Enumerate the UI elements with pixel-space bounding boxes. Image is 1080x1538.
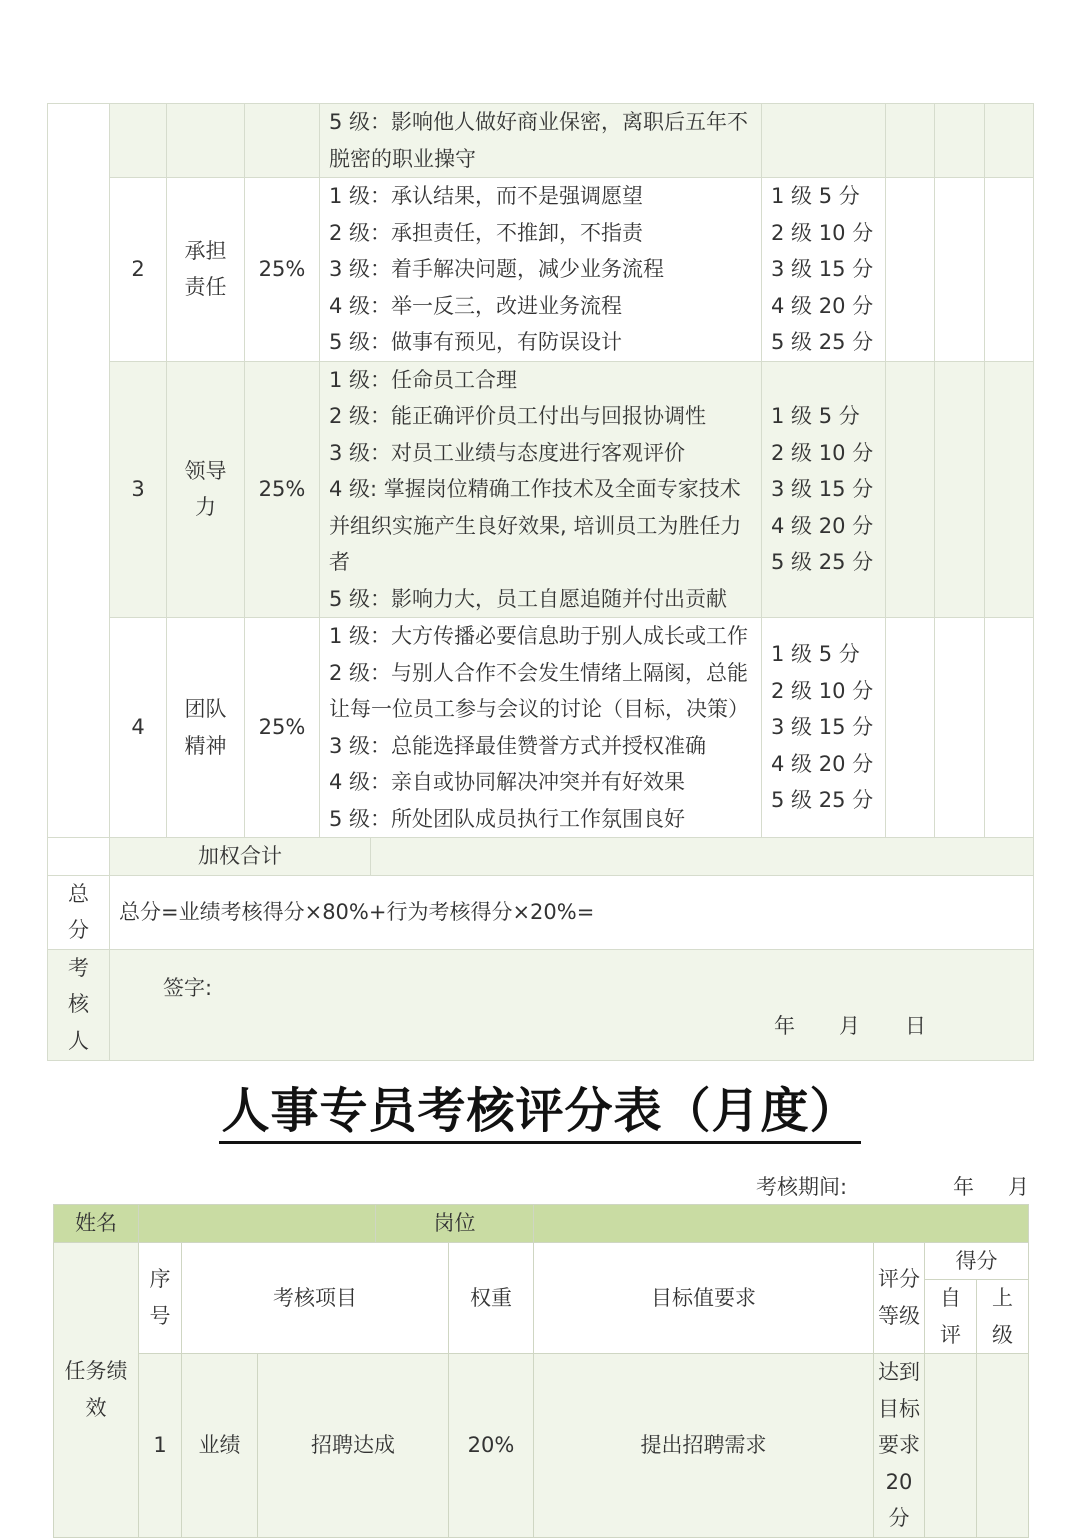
- superior-score-cell[interactable]: [935, 361, 985, 618]
- self-score-cell[interactable]: [886, 178, 935, 362]
- table-cell: [167, 104, 245, 178]
- item-category: 业绩: [182, 1354, 258, 1538]
- level-description: 1 级：任命员工合理 2 级：能正确评价员工付出与回报协调性 3 级：对员工业绩与态度进行客观评价 4 级: 掌握岗位精确工作技术及全面专家技术 并组织实施产生良好效果, 培训员工为胜任力 者 5 级：影响力大，员工自愿追随并付出贡献: [320, 361, 762, 618]
- assessor-label: 考 核 人: [48, 949, 110, 1060]
- result-score-cell[interactable]: [985, 104, 1034, 178]
- item-header: 考核项目: [182, 1242, 449, 1354]
- score-levels: 1 级 5 分 2 级 10 分 3 级 15 分 4 级 20 分 5 级 25 分: [762, 361, 886, 618]
- table-cell: [245, 104, 320, 178]
- score-levels: 1 级 5 分 2 级 10 分 3 级 15 分 4 级 20 分 5 级 25 分: [762, 178, 886, 362]
- section-label-cell: [48, 104, 110, 838]
- level-description: 5 级：影响他人做好商业保密，离职后五年不 脱密的职业操守: [320, 104, 762, 178]
- level-description: 1 级：大方传播必要信息助于别人成长或工作 2 级：与别人合作不会发生情绪上隔阂，总能 让每一位员工参与会议的讨论（目标，决策） 3 级：总能选择最佳赞誉方式并授权准确 4 级：亲自或协同解决冲突并有好效果 5 级：所处团队成员执行工作氛围良好: [320, 618, 762, 838]
- self-score-cell[interactable]: [886, 361, 935, 618]
- result-score-cell[interactable]: [985, 178, 1034, 362]
- weight-header: 权重: [449, 1242, 534, 1354]
- weight-value: 20%: [449, 1354, 534, 1538]
- self-eval-header: 自 评: [925, 1280, 977, 1354]
- table-cell: [762, 104, 886, 178]
- task-performance-label: 任务绩 效: [54, 1242, 139, 1537]
- position-label: 岗位: [376, 1205, 534, 1243]
- form-title: 人事专员考核评分表（月度）: [219, 1082, 860, 1144]
- name-value[interactable]: [139, 1205, 376, 1243]
- score-header: 得分: [925, 1242, 1029, 1280]
- position-value[interactable]: [534, 1205, 1029, 1243]
- table-cell: [110, 104, 167, 178]
- signature-label: 签字:: [163, 975, 213, 1000]
- self-score-cell[interactable]: [886, 618, 935, 838]
- assessment-item: 承担 责任: [167, 178, 245, 362]
- seq-header: 序 号: [139, 1242, 182, 1354]
- date-day: 日: [905, 1013, 926, 1038]
- self-score-cell[interactable]: [886, 104, 935, 178]
- superior-score-cell[interactable]: [935, 104, 985, 178]
- grade-header: 评分等级: [874, 1242, 925, 1354]
- weighted-total-label: 加权合计: [110, 838, 371, 876]
- row-number: 1: [139, 1354, 182, 1538]
- weight-value: 25%: [245, 178, 320, 362]
- form-title-wrap: [0, 1082, 1080, 1144]
- behavior-assessment-table: [47, 103, 1034, 1061]
- target-header: 目标值要求: [534, 1242, 874, 1354]
- self-score-cell[interactable]: [925, 1354, 977, 1538]
- weighted-total-value[interactable]: [371, 838, 1034, 876]
- grade-value: 达到目标要求 20 分: [874, 1354, 925, 1538]
- assessment-item: 领导 力: [167, 361, 245, 618]
- row-number: 4: [110, 618, 167, 838]
- period-label: 考核期间:: [756, 1175, 848, 1199]
- table-cell: [48, 838, 110, 876]
- superior-header: 上 级: [977, 1280, 1029, 1354]
- assessor-signature-area[interactable]: [110, 949, 1034, 1060]
- superior-score-cell[interactable]: [935, 178, 985, 362]
- superior-score-cell[interactable]: [977, 1354, 1029, 1538]
- level-description: 1 级：承认结果，而不是强调愿望 2 级：承担责任，不推卸，不指责 3 级：着手解决问题，减少业务流程 4 级：举一反三，改进业务流程 5 级：做事有预见，有防误设计: [320, 178, 762, 362]
- result-score-cell[interactable]: [985, 618, 1034, 838]
- weight-value: 25%: [245, 361, 320, 618]
- assessment-item: 团队 精神: [167, 618, 245, 838]
- score-levels: 1 级 5 分 2 级 10 分 3 级 15 分 4 级 20 分 5 级 25 分: [762, 618, 886, 838]
- result-score-cell[interactable]: [985, 361, 1034, 618]
- total-formula: 总分=业绩考核得分×80%+行为考核得分×20%=: [110, 875, 1034, 949]
- hr-specialist-score-table: [53, 1204, 1029, 1538]
- date-month: 月: [839, 1013, 860, 1038]
- row-number: 2: [110, 178, 167, 362]
- period-month: 月: [1008, 1175, 1029, 1199]
- total-label: 总 分: [48, 875, 110, 949]
- name-label: 姓名: [54, 1205, 139, 1243]
- period-year: 年: [953, 1175, 974, 1199]
- weight-value: 25%: [245, 618, 320, 838]
- item-name: 招聘达成: [258, 1354, 449, 1538]
- superior-score-cell[interactable]: [935, 618, 985, 838]
- target-value: 提出招聘需求: [534, 1354, 874, 1538]
- row-number: 3: [110, 361, 167, 618]
- date-year: 年: [774, 1013, 795, 1038]
